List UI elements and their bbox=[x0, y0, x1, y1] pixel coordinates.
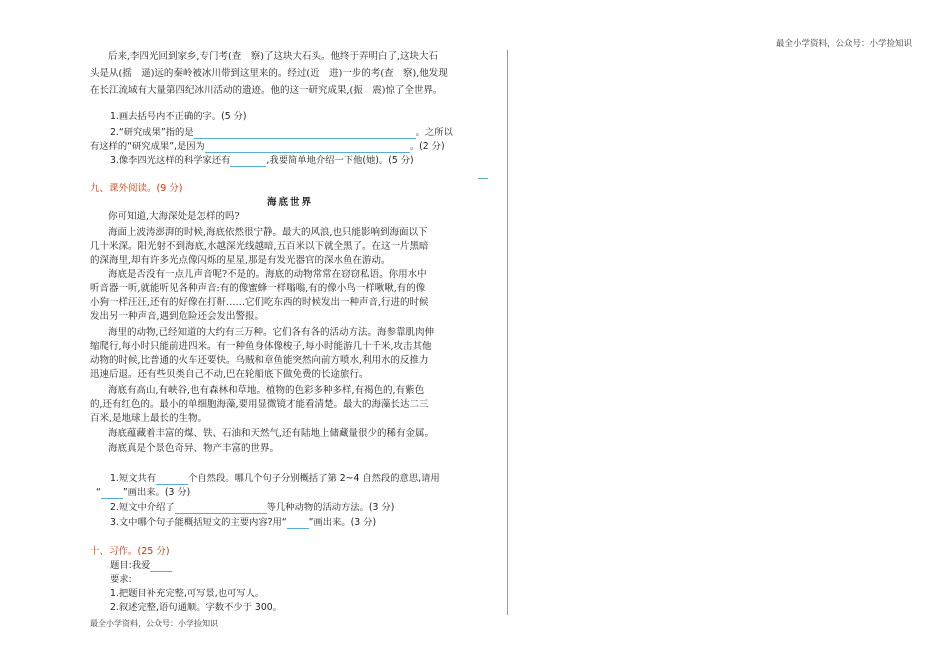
article-paragraph-line: 发出另一种声音,遇到危险还会发出警报。 bbox=[90, 311, 265, 322]
passage-line: 在长江流域有大量第四纪冰川活动的遗迹。他的这一研究成果,(振 震)惊了全世界。 bbox=[90, 85, 443, 96]
header-watermark: 最全小学资料，公众号：小学捡知识 bbox=[776, 39, 913, 49]
composition-requirements-label: 要求: bbox=[110, 574, 132, 585]
answer-blank[interactable] bbox=[205, 142, 410, 153]
question-text: 。之所以 bbox=[415, 127, 453, 138]
question-9-2 bbox=[110, 501, 394, 514]
answer-blank[interactable] bbox=[194, 128, 416, 139]
question-text: 有这样的“研究成果”,是因为 bbox=[90, 141, 205, 152]
article-paragraph-line: 缩爬行,每小时只能前进四米。有一种鱼身体像梭子,每小时能游几十千米,攻击其他 bbox=[90, 341, 432, 352]
question-text: ,我要简单地介绍一下他(她)。(5 分) bbox=[266, 155, 414, 166]
question-text: 2.短文中介绍了 bbox=[110, 502, 175, 513]
question-text: ”画出来。(3 分) bbox=[122, 487, 191, 498]
article-paragraph-line: 几十米深。阳光射不到海底,水越深光线越暗,五百米以下就全黑了。在这一片黑暗 bbox=[90, 241, 429, 252]
article-paragraph-line: 你可知道,大海深处是怎样的吗? bbox=[108, 211, 240, 222]
question-8-2 bbox=[110, 126, 453, 139]
answer-blank[interactable] bbox=[156, 474, 188, 485]
answer-blank[interactable] bbox=[175, 503, 267, 514]
question-text: 个自然段。哪几个句子分别概括了第 2~4 自然段的意思,请用 bbox=[188, 473, 440, 484]
article-paragraph-line: 的,还有红色的。最小的单细胞海藻,要用显微镜才能看清楚。最大的海藻长达二三 bbox=[90, 399, 429, 410]
answer-line-fragment bbox=[478, 178, 488, 179]
question-text: ”画出来。(3 分) bbox=[308, 517, 377, 528]
question-text: “ bbox=[96, 487, 101, 498]
answer-blank[interactable] bbox=[101, 488, 123, 499]
question-9-1-cont bbox=[96, 486, 190, 499]
passage-line: 后来,李四光回到家乡,专门考(查 察)了这块大石头。他终于弄明白了,这块大石 bbox=[108, 51, 438, 62]
article-paragraph-line: 听音器一听,就能听见各种声音:有的像蜜蜂一样嗡嗡,有的像小鸟一样啾啾,有的像 bbox=[90, 283, 426, 294]
article-paragraph-line: 的深海里,却有许多光点像闪烁的星星,那是有发光器官的深水鱼在游动。 bbox=[90, 255, 391, 266]
article-paragraph-line: 海底是否没有一点儿声音呢?不是的。海底的动物常常在窃窃私语。你用水中 bbox=[108, 269, 427, 280]
composition-requirement-2: 2.叙述完整,语句通顺。字数不少于 300。 bbox=[110, 602, 282, 613]
article-paragraph-line: 迅速后退。还有些贝类自己不动,巴在轮船底下做免费的长途旅行。 bbox=[90, 369, 369, 380]
article-paragraph-line: 小狗一样汪汪,还有的好像在打鼾……它们吃东西的时候发出一种声音,行进的时候 bbox=[90, 297, 429, 308]
article-paragraph-line: 动物的时候,比普通的火车还要快。乌贼和章鱼能突然向前方喷水,利用水的反推力 bbox=[90, 355, 429, 366]
question-text: 等几种动物的活动方法。(3 分) bbox=[266, 502, 395, 513]
answer-blank[interactable] bbox=[287, 518, 309, 529]
article-paragraph-line: 海底蕴藏着丰富的煤、铁、石油和天然气,还有陆地上储藏量很少的稀有金属。 bbox=[108, 428, 435, 439]
composition-topic bbox=[110, 559, 172, 572]
article-paragraph-line: 海里的动物,已经知道的大约有三万种。它们各有各的活动方法。海参靠肌肉伸 bbox=[108, 327, 435, 338]
article-paragraph-line: 海底真是个景色奇异、物产丰富的世界。 bbox=[108, 443, 280, 454]
question-9-3 bbox=[110, 516, 376, 529]
question-text: 。(2 分) bbox=[409, 141, 445, 152]
column-divider bbox=[507, 50, 508, 615]
passage-line: 头是从(摇 遥)远的秦岭被冰川带到这里来的。经过(近 进)一步的考(查 察),他发现 bbox=[90, 68, 448, 79]
article-title: 海底世界 bbox=[266, 197, 313, 208]
answer-blank[interactable] bbox=[230, 156, 266, 167]
footer-watermark: 最全小学资料，公众号：小学捡知识 bbox=[90, 619, 218, 628]
composition-requirement-1: 1.把题目补充完整,可写景,也可写人。 bbox=[110, 588, 265, 599]
article-paragraph-line: 百米,是地球上最长的生物。 bbox=[90, 413, 208, 424]
question-text: 1.短文共有 bbox=[110, 473, 157, 484]
question-8-1: 1.画去括号内不正确的字。(5 分) bbox=[110, 111, 247, 122]
question-8-3 bbox=[110, 154, 414, 167]
question-text: 3.像李四光这样的科学家还有 bbox=[110, 155, 231, 166]
section-10-heading: 十、习作。(25 分) bbox=[90, 546, 170, 557]
article-paragraph-line: 海底有高山,有峡谷,也有森林和草地。植物的色彩多种多样,有褐色的,有紫色 bbox=[108, 385, 425, 396]
article-paragraph-line: 海面上波涛澎湃的时候,海底依然很宁静。最大的风浪,也只能影响到海面以下 bbox=[108, 227, 428, 238]
question-9-1 bbox=[110, 472, 440, 485]
section-9-heading: 九、课外阅读。(9 分) bbox=[90, 183, 183, 194]
question-text: 3.文中哪个句子能概括短文的主要内容?用“ bbox=[110, 517, 287, 528]
answer-blank[interactable] bbox=[150, 561, 172, 572]
question-text: 题目:我爱 bbox=[110, 560, 151, 571]
question-text: 2.“研究成果”指的是 bbox=[110, 127, 194, 138]
question-8-2-cont bbox=[90, 140, 445, 153]
